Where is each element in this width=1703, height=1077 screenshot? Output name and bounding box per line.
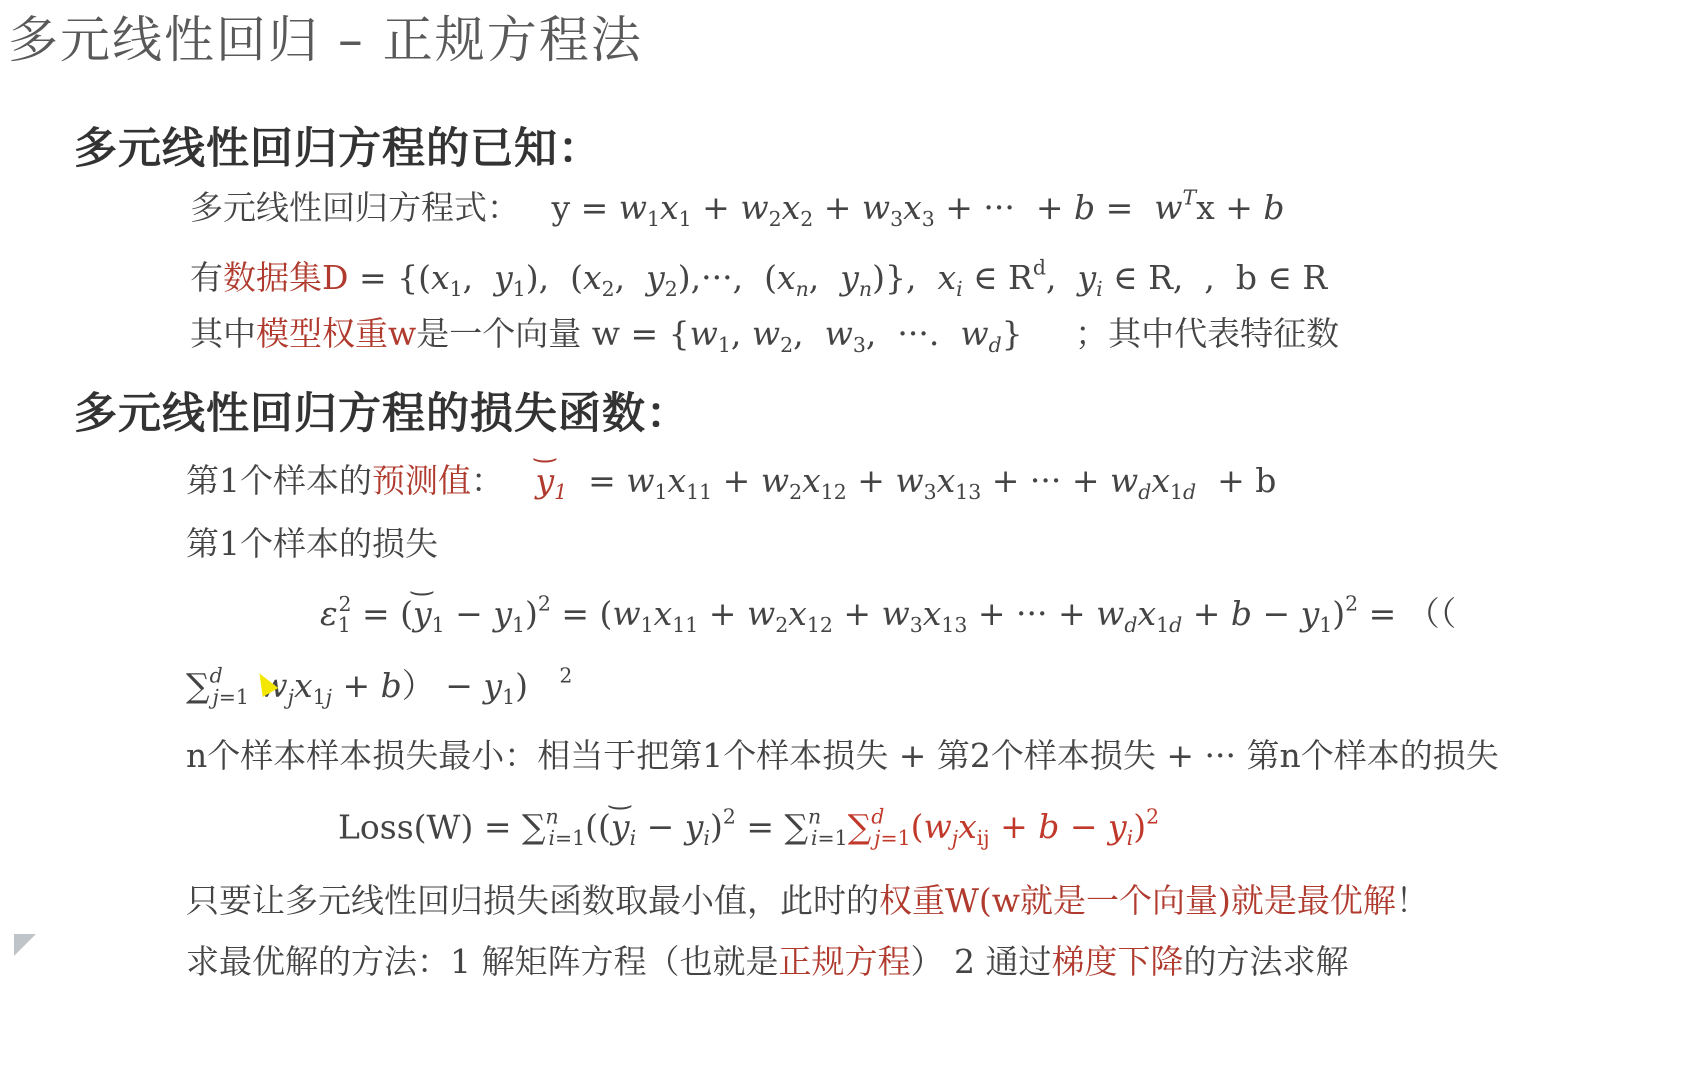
equation-line [190,182,1285,231]
method-suffix: 的方法求解 [1183,942,1349,981]
prediction-suffix: ： [471,461,504,500]
minimize-highlight: 权重W(w就是一个向量)就是最优解 [879,881,1396,920]
method-highlight-normal-equation: 正规方程 [778,942,911,981]
loss-label: Loss(W) [338,807,474,847]
dataset-line [190,252,1327,301]
weights-note: ；其中代表特征数 [1075,314,1340,353]
weights-prefix: 其中 [190,314,256,353]
prediction-formula: ⌢ $y_1 = w_1x_{11} + w_2x_{12} + w_3x_{13}$ + ··· + $w_dx_{1d} + b$ [515,461,1277,500]
prediction-line [186,455,1276,504]
section-heading-loss: 多元线性回归方程的损失函数： [74,389,690,439]
method-mid: ） 2 通过 [910,942,1052,981]
dataset-formula: = {($x_1$, $y_1$), ($x_2$, $y_2),\cdot\cdot\cdot$, ($x_n$, $y_n$)}, $x_i$ ∈ $R^d$, $y_i$ ∈ R, , b ∈ R [358,255,1328,302]
slide-corner-icon[interactable] [14,934,36,956]
weights-suffix: 是一个向量 [416,314,582,353]
minimize-prefix: 只要让多元线性回归损失函数取最小值，此时的 [186,881,879,920]
weights-highlight: 模型权重w [256,314,417,353]
epsilon-formula-continued: ∑$^d_{j=1}$ $w_jx_{1j} + b) - y_1$) $^2$ [186,663,573,710]
equation-label: 多元线性回归方程式： [190,188,520,227]
dataset-prefix: 有 [190,258,223,297]
dataset-highlight: 数据集D [223,258,349,297]
minimize-line [186,875,1429,922]
method-prefix: 求最优解的方法：1 解矩阵方程（也就是 [186,942,779,981]
prediction-highlight: 预测值 [372,461,471,500]
n-sample-text: n个样本样本损失最小：相当于把第1个样本损失 + 第2个样本损失 + ··· 第n个样本的损失 [186,736,1499,775]
weights-formula: $w = \{w_1$, $w_2$, $w_3$, ···. $w_d$} [591,314,1076,358]
weights-line [190,308,1339,357]
method-highlight-gradient-descent: 梯度下降 [1051,942,1184,981]
minimize-suffix: ！ [1395,881,1429,920]
section-heading-known: 多元线性回归方程的已知： [74,124,602,174]
method-line [186,936,1348,983]
epsilon-formula: $\varepsilon_1^2$ = (⌢ $y_1 - y_1)^2 = (w_1x_{11} + w_2x_{12} + w_3x_{13}$ + ··· + $w_dx_{1d} + b - y_1)^2$ = （（ [320,588,1456,637]
loss-formula-line [338,805,1159,850]
sample-loss-label: 第1个样本的损失 [186,524,438,563]
page-title: 多元线性回归 – 正规方程法 [8,11,643,69]
equation-formula: $y = w_1x_1 + w_2x_2 + w_3x_3$ + ··· + $b = w^Tx + b$ [530,185,1285,232]
prediction-prefix: 第1个样本的 [186,461,372,500]
loss-formula: = ∑$^n_{i=1}$((⌢ $y_i - y_i)^2 = \sum^n_{i=1}\sum^d_{j=1}(w_jx_{ij} + b - y_i)^2$ [484,807,1159,846]
